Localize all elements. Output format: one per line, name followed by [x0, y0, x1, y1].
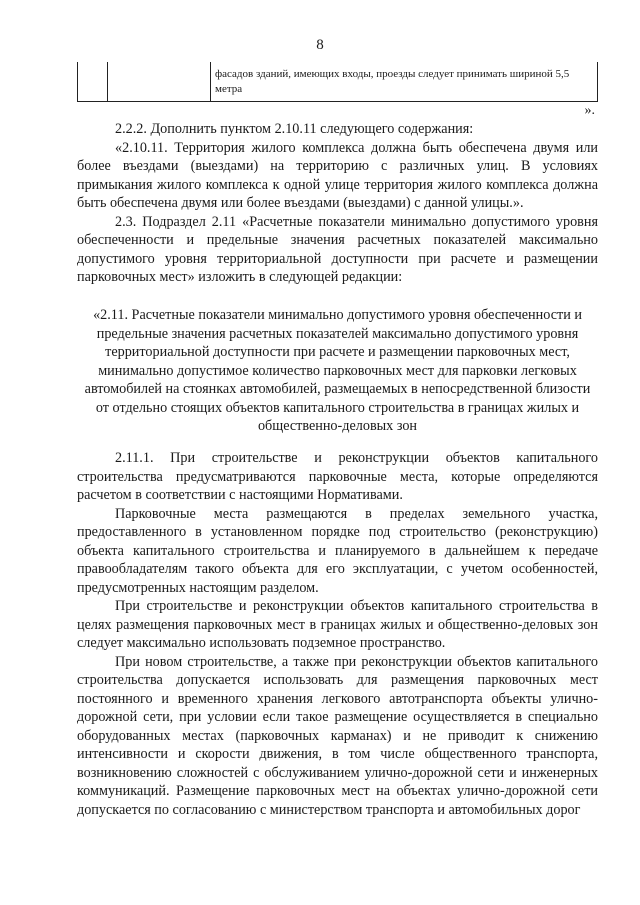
amendment-text-block — [77, 120, 598, 287]
section-body-text — [77, 449, 598, 819]
paragraph: 2.2.2. Дополнить пунктом 2.10.11 следующего содержания: — [115, 121, 474, 137]
table-column-divider — [107, 62, 108, 101]
page-number: 8 — [316, 37, 324, 53]
paragraph: При новом строительстве, а также при реконструкции объектов капитального строительства допускается использовать для размещения парковочных мест постоянного и временного хранения легкового автотранспорта объекты улично-дорожной сети, при условии если такое размещение осуществляется в специально оборудованных местах (парковочных карманах) и не приводит к снижению интенсивности и скорости движения, в том числе общественного транспорта, возникновению сложностей с обслуживанием улично-дорожной сети и инженерных коммуникаций. Размещение парковочных мест на объектах улично-дорожной сети допускается по согласованию с министерством транспорта и автомобильных дорог — [77, 653, 598, 818]
paragraph: 2.11.1. При строительстве и реконструкции объектов капитального строительства предусматриваются парковочные места, которые определяются расчетом в соответствии с настоящими Нормативами. — [77, 450, 598, 503]
paragraph: «2.10.11. Территория жилого комплекса должна быть обеспечена двумя или более въездами (выездами) на территорию с различных улиц. В условиях примыкания жилого комплекса к одной улице территория жилого комплекса должна быть обеспечена двумя или более въездами (выездами) с данной улицы.». — [77, 139, 598, 211]
paragraph: Парковочные места размещаются в пределах земельного участка, предоставленного в установленном порядке под строительство (реконструкцию) объекта капитального строительства и планируемого в дальнейшем к передаче правообладателям такого объекта для его эксплуатации, с учетом особенностей, предусмотренных настоящим разделом. — [77, 505, 598, 596]
paragraph: При строительстве и реконструкции объектов капитального строительства в целях размещения парковочных мест в границах жилых и общественно-деловых зон следует максимально использовать подземное пространство. — [77, 598, 598, 651]
table-cell-text: фасадов зданий, имеющих входы, проезды следует принимать шириной 5,5 метра — [215, 68, 570, 95]
table-column-divider — [210, 62, 211, 101]
section-heading: «2.11. Расчетные показатели минимально допустимого уровня обеспеченности и предельные значения расчетных показателей максимально допустимого уровня территориальной доступности при расчете и размещении парковочных мест, минимально допустимое количество парковочных мест для парковки легковых автомобилей на стоянках автомобилей, размещаемых в непосредственной близости от отдельно стоящих объектов капитального строительства в границах жилых и общественно-деловых зон — [84, 307, 591, 434]
continued-table — [77, 62, 598, 102]
closing-quote-mark: ». — [584, 103, 595, 118]
paragraph: 2.3. Подраздел 2.11 «Расчетные показатели минимально допустимого уровня обеспеченности и предельные значения расчетных показателей максимально допустимого уровня территориальной доступности при расчете и размещении парковочных мест» изложить в следующей редакции: — [77, 213, 598, 285]
